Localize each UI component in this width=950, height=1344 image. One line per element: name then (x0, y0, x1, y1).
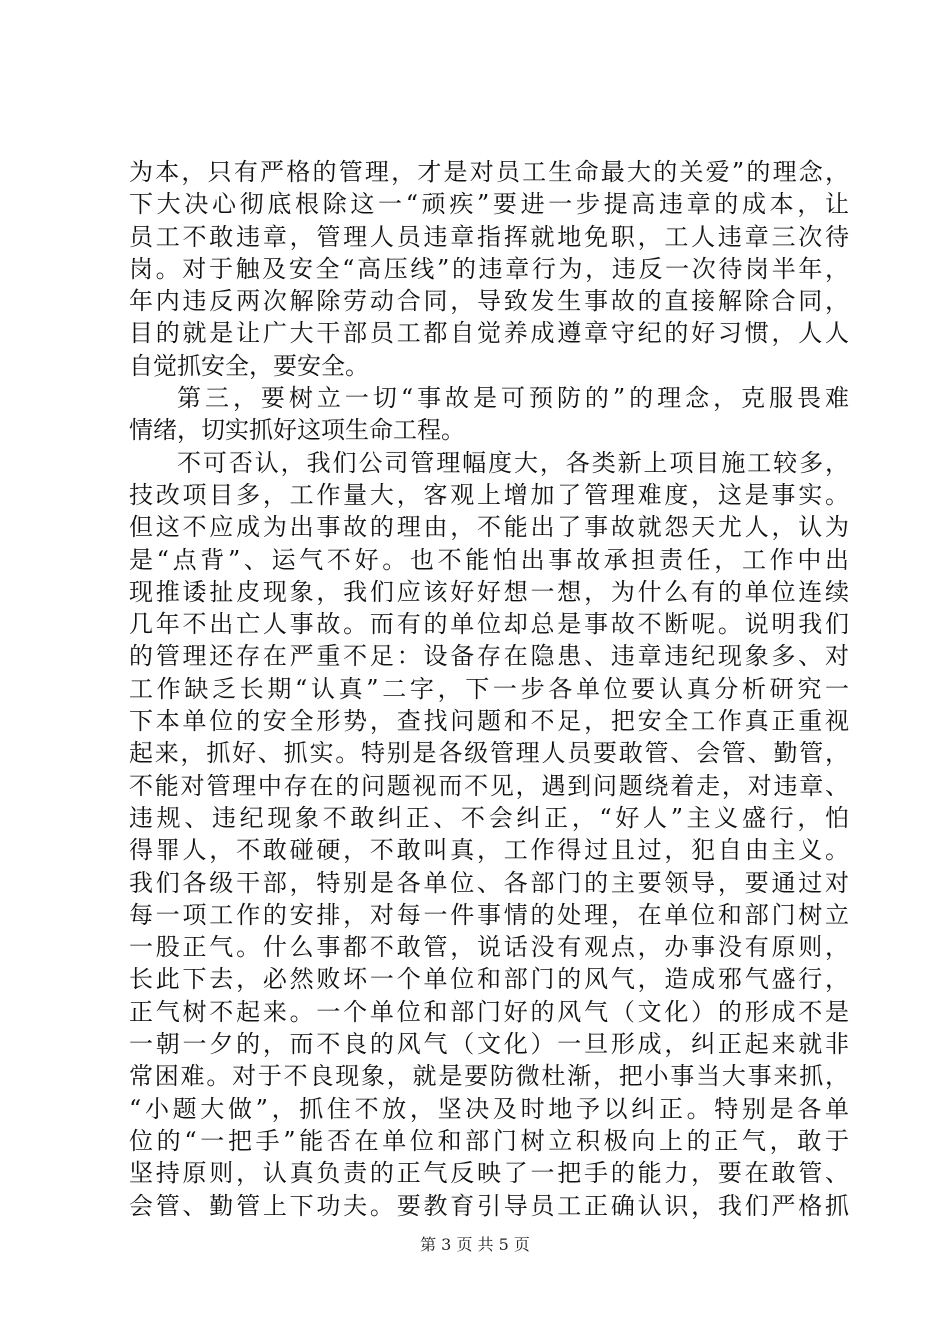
text-line: 违规、违纪现象不敢纠正、不会纠正，“好人”主义盛行，怕 (129, 803, 849, 832)
text-line: 第三，要树立一切“事故是可预防的”的理念，克服畏难 (177, 384, 849, 413)
text-line: “小题大做”，抓住不放，坚决及时地予以纠正。特别是各单 (129, 1094, 849, 1123)
text-line: 位的“一把手”能否在单位和部门树立积极向上的正气，敢于 (129, 1126, 849, 1155)
text-line: 一股正气。什么事都不敢管，说话没有观点，办事没有原则， (129, 933, 849, 962)
text-line: 下大决心彻底根除这一“顽疾”要进一步提高违章的成本，让 (129, 190, 849, 219)
text-line: 员工不敢违章，管理人员违章指挥就地免职，工人违章三次待 (129, 222, 849, 251)
text-line: 下本单位的安全形势，查找问题和不足，把安全工作真正重视 (129, 707, 849, 736)
text-line: 为本，只有严格的管理，才是对员工生命最大的关爱”的理念， (129, 158, 849, 186)
text-line: 技改项目多，工作量大，客观上增加了管理难度，这是事实。 (129, 480, 849, 509)
text-line: 工作缺乏长期“认真”二字，下一步各单位要认真分析研究一 (129, 674, 849, 703)
text-line: 是“点背”、运气不好。也不能怕出事故承担责任，工作中出 (129, 545, 849, 574)
text-line: 我们各级干部，特别是各单位、各部门的主要领导，要通过对 (129, 868, 849, 897)
text-line: 自觉抓安全，要安全。 (129, 351, 369, 380)
text-line: 坚持原则，认真负责的正气反映了一把手的能力，要在敢管、 (129, 1159, 849, 1188)
text-line: 一朝一夕的，而不良的风气（文化）一旦形成，纠正起来就非 (129, 1030, 849, 1059)
text-line: 几年不出亡人事故。而有的单位却总是事故不断呢。说明我们 (129, 610, 849, 639)
page-number-footer: 第 3 页 共 5 页 (420, 1235, 530, 1254)
text-line: 得罪人，不敢碰硬，不敢叫真，工作得过且过，犯自由主义。 (129, 836, 849, 865)
text-line: 情绪，切实抓好这项生命工程。 (129, 416, 465, 445)
document-body (129, 156, 849, 1222)
text-line: 起来，抓好、抓实。特别是各级管理人员要敢管、会管、勤管， (129, 739, 849, 768)
text-line: 长此下去，必然败坏一个单位和部门的风气，造成邪气盛行， (129, 965, 849, 994)
text-line: 不能对管理中存在的问题视而不见，遇到问题绕着走，对违章、 (129, 771, 849, 800)
text-line: 不可否认，我们公司管理幅度大，各类新上项目施工较多， (177, 448, 849, 477)
text-line: 现推诿扯皮现象，我们应该好好想一想，为什么有的单位连续 (129, 577, 849, 606)
text-line: 岗。对于触及安全“高压线”的违章行为，违反一次待岗半年， (129, 254, 849, 283)
text-line: 常困难。对于不良现象，就是要防微杜渐，把小事当大事来抓， (129, 1062, 849, 1091)
text-line: 但这不应成为出事故的理由，不能出了事故就怨天尤人，认为 (129, 513, 849, 542)
text-line: 目的就是让广大干部员工都自觉养成遵章守纪的好习惯，人人 (129, 319, 849, 348)
text-line: 的管理还存在严重不足：设备存在隐患、违章违纪现象多、对 (129, 642, 849, 671)
text-line: 年内违反两次解除劳动合同，导致发生事故的直接解除合同， (129, 287, 849, 316)
text-line: 正气树不起来。一个单位和部门好的风气（文化）的形成不是 (129, 997, 849, 1026)
text-line: 每一项工作的安排，对每一件事情的处理，在单位和部门树立 (129, 900, 849, 929)
text-line: 会管、勤管上下功夫。要教育引导员工正确认识，我们严格抓 (129, 1191, 849, 1220)
